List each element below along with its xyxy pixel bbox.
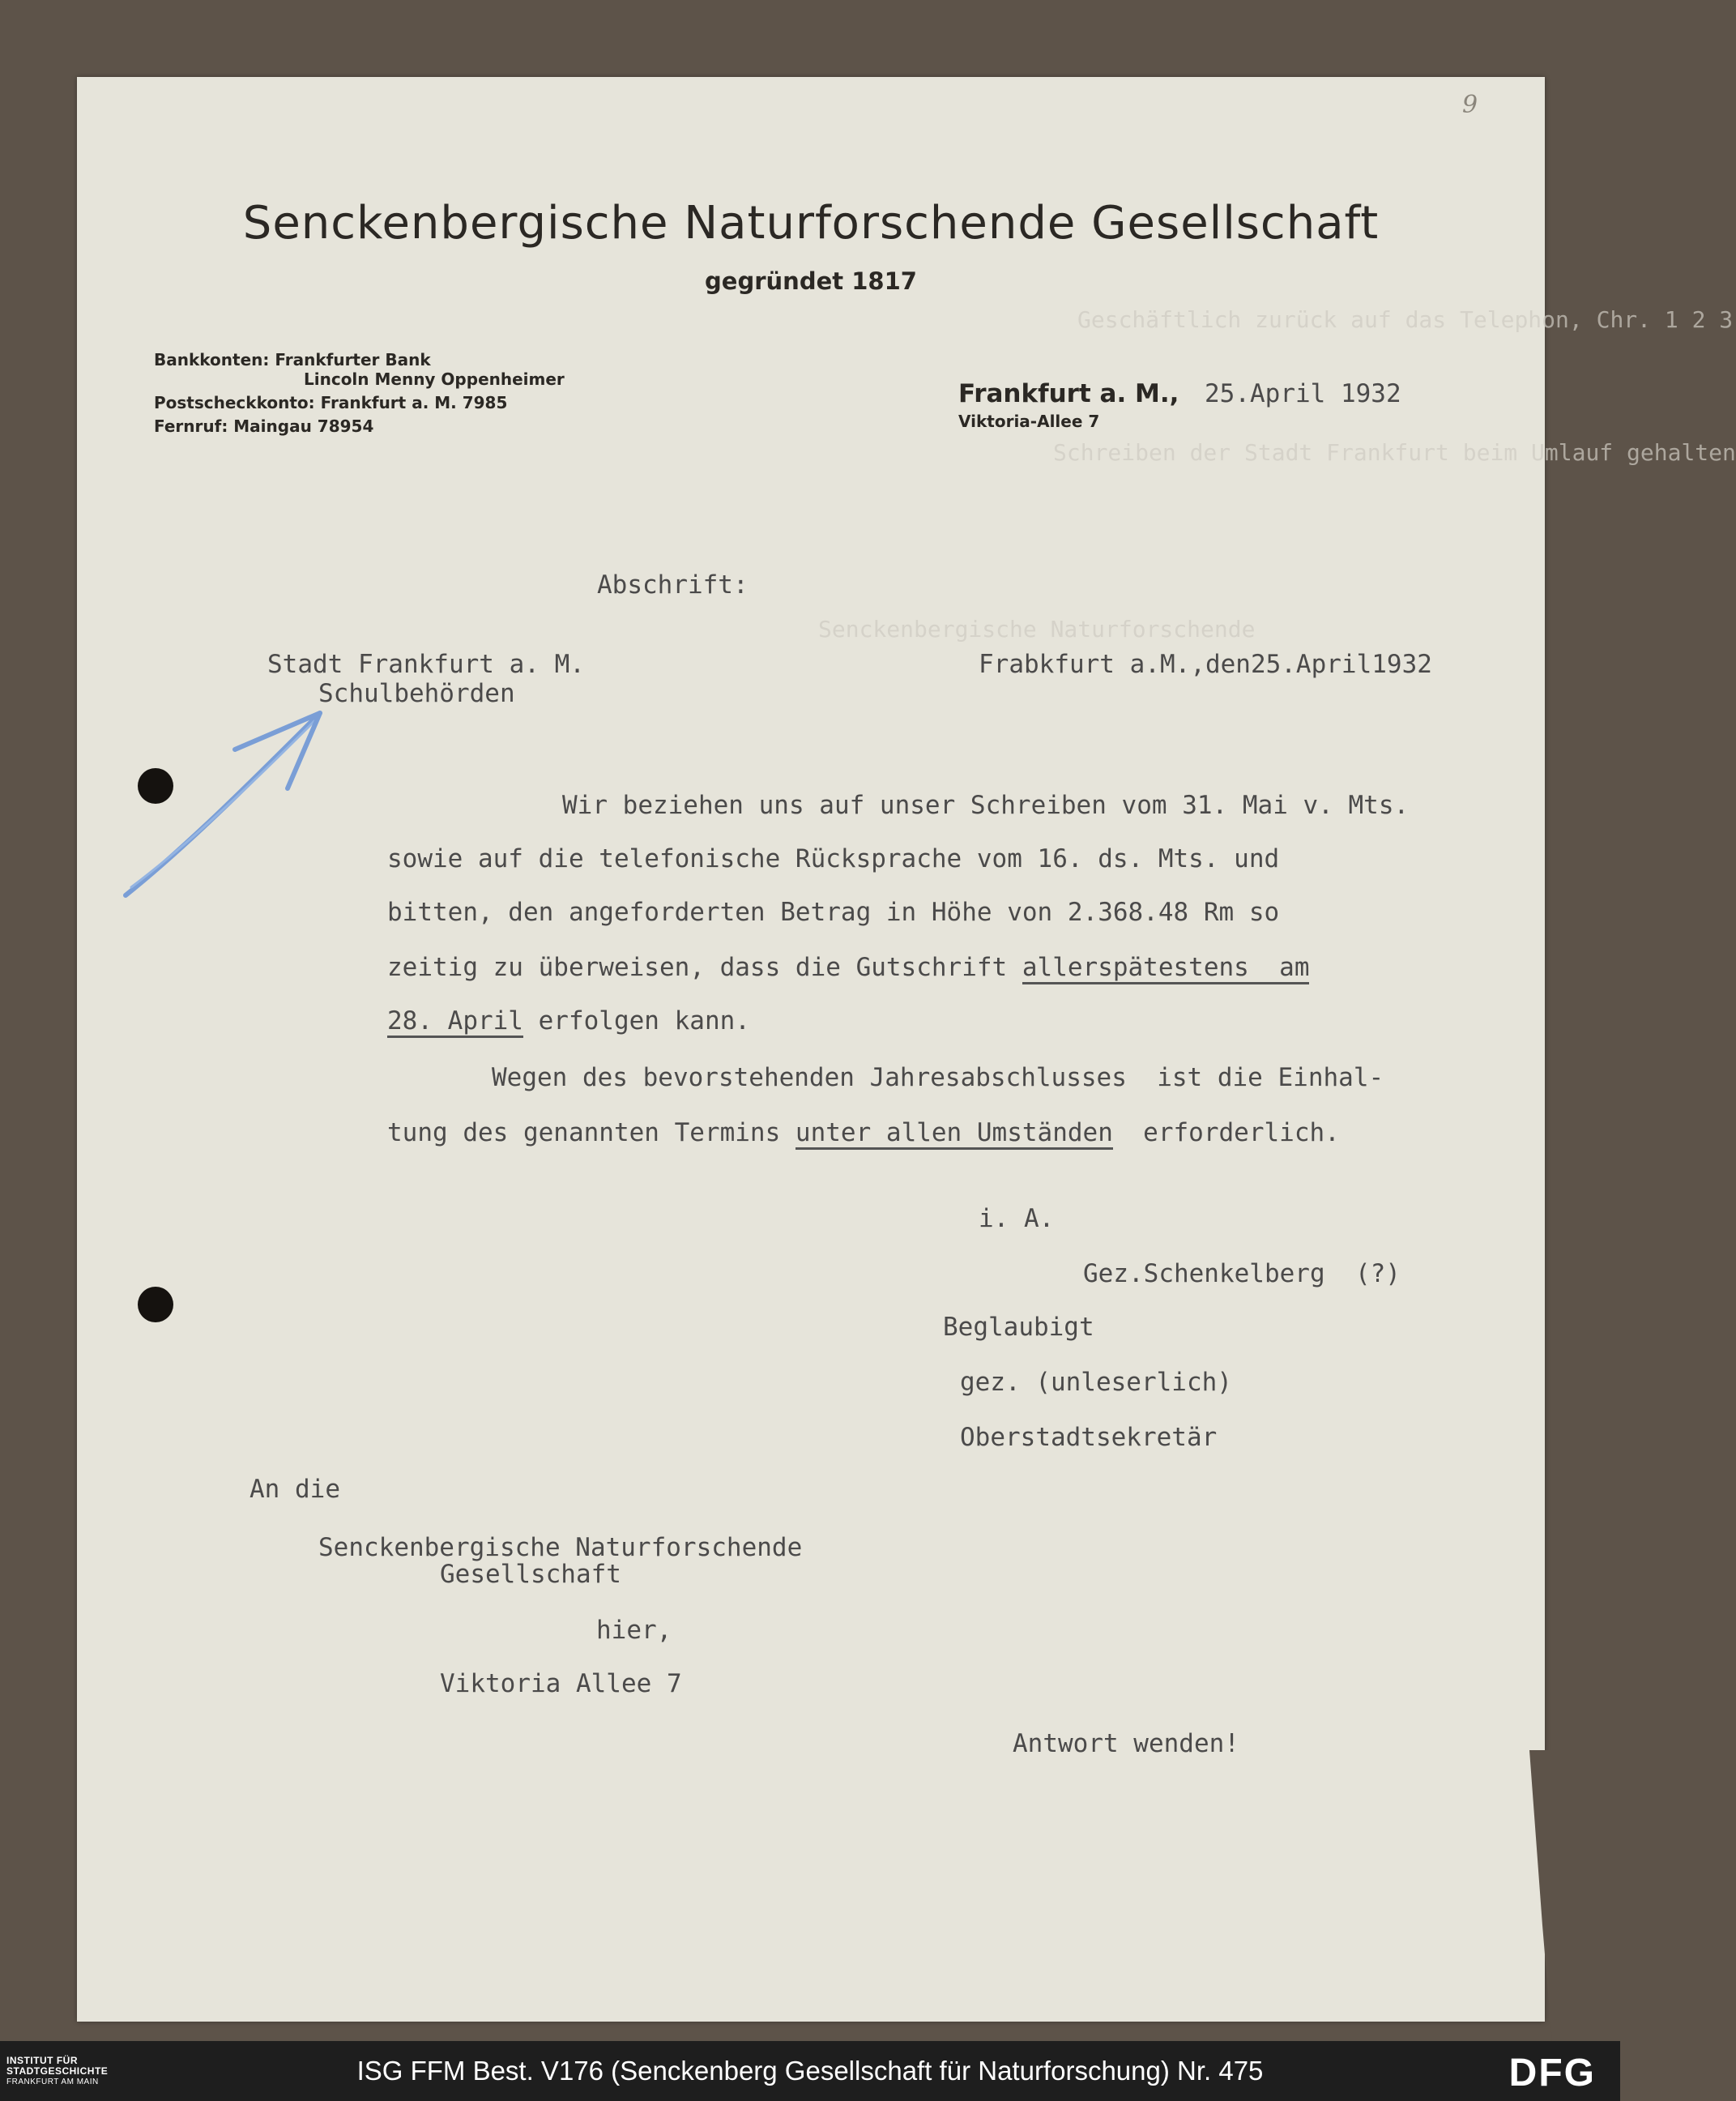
bleed-through-text: Geschäftlich zurück auf das Telephon, Chr. 1 2 3	[1077, 306, 1734, 333]
body-line-3: bitten, den angeforderten Betrag in Höhe von 2.368.48 Rm so	[387, 898, 1280, 927]
address-line-1: Senckenbergische Naturforschende	[318, 1533, 803, 1562]
body-line-7: tung des genannten Termins unter allen Umständen erforderlich.	[387, 1118, 1340, 1147]
page-number: 9	[1462, 91, 1478, 119]
bleed-through-text: Senckenbergische Naturforschende	[818, 616, 1256, 643]
underlined-date: 28. April	[387, 1006, 523, 1038]
phone-number: Fernruf: Maingau 78954	[154, 416, 374, 436]
underlined-emphasis: unter allen Umständen	[795, 1118, 1113, 1150]
signature-ia: i. A.	[979, 1204, 1055, 1233]
body-line-1: Wir beziehen uns auf unser Schreiben vom 31. Mai v. Mts.	[562, 791, 1410, 820]
signature-name: Gez.Schenkelberg (?)	[1083, 1259, 1401, 1288]
archive-footer	[0, 2041, 1620, 2101]
certified-title: Oberstadtsekretär	[960, 1423, 1218, 1452]
body-line-2: sowie auf die telefonische Rücksprache vom 16. ds. Mts. und	[387, 844, 1280, 873]
letter-date: Frabkfurt a.M.,den25.April1932	[979, 650, 1432, 679]
address-line-4: Viktoria Allee 7	[440, 1669, 682, 1698]
punch-hole-bottom	[138, 1287, 173, 1322]
letterhead-place: Frankfurt a. M.,	[958, 379, 1179, 408]
dfg-logo: DFG	[1508, 2052, 1596, 2095]
institute-logo: INSTITUT FÜR STADTGESCHICHTE FRANKFURT AM MAIN	[6, 2055, 109, 2086]
bank-accounts-2: Lincoln Menny Oppenheimer	[304, 369, 565, 389]
archive-caption: ISG FFM Best. V176 (Senckenberg Gesellschaft für Naturforschung) Nr. 475	[356, 2056, 1264, 2086]
sender-line-2: Schulbehörden	[318, 679, 515, 708]
letterhead-street: Viktoria-Allee 7	[958, 412, 1100, 431]
organization-name: Senckenbergische Naturforschende Gesellschaft	[242, 197, 1380, 250]
underlined-deadline: allerspätestens am	[1022, 953, 1310, 984]
address-line-2: Gesellschaft	[440, 1560, 621, 1589]
body-line-6: Wegen des bevorstehenden Jahresabschlusses ist die Einhal-	[492, 1063, 1384, 1092]
address-an: An die	[250, 1475, 340, 1504]
body-line-4: zeitig zu überweisen, dass die Gutschrift allerspätestens am	[387, 953, 1309, 982]
founded-year: gegründet 1817	[705, 267, 917, 295]
letterhead-date: 25.April 1932	[1205, 379, 1401, 408]
postcheck-account: Postscheckkonto: Frankfurt a. M. 7985	[154, 393, 508, 412]
crayon-arrow-mark	[113, 693, 348, 912]
bleed-through-text: Schreiben der Stadt Frankfurt beim Umlauf gehalten	[1053, 439, 1736, 466]
certified-label: Beglaubigt	[943, 1313, 1094, 1342]
certified-signature: gez. (unleserlich)	[960, 1368, 1232, 1397]
body-line-5: 28. April erfolgen kann.	[387, 1006, 750, 1036]
address-line-3: hier,	[596, 1616, 672, 1645]
bank-accounts: Bankkonten: Frankfurter Bank	[154, 350, 431, 369]
sender-line-1: Stadt Frankfurt a. M.	[267, 650, 585, 679]
reply-note: Antwort wenden!	[1013, 1729, 1239, 1758]
copy-heading: Abschrift:	[597, 570, 749, 600]
